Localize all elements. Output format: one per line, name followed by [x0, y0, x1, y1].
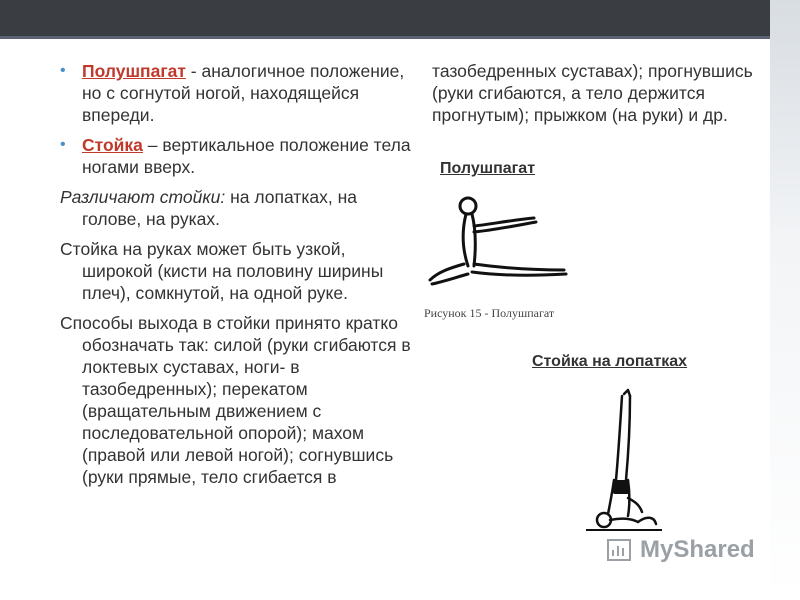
- left-text-column: [54, 60, 414, 496]
- paragraph-types: [54, 186, 414, 230]
- term-definition: – вертикальное положение тела ногами вверх.: [82, 135, 411, 177]
- slide-right-gradient: [770, 0, 800, 600]
- polushpagat-figure: [422, 190, 582, 292]
- figure-title-polushpagat: Полушпагат: [440, 160, 536, 177]
- figure-caption: Рисунок 15 - Полушпагат: [424, 306, 555, 320]
- term-stoika: Стойка: [82, 135, 143, 155]
- shoulder-stand-figure: [584, 388, 664, 538]
- figure-title-stoika: Стойка на лопатках: [532, 353, 688, 370]
- paragraph-handstand: Стойка на руках может быть узкой, широкой (кисти на половину ширины плеч), сомкнутой, на одной руке.: [60, 239, 384, 303]
- watermark-logo: [606, 536, 755, 564]
- slide-top-bar-line: [0, 36, 800, 39]
- slide-top-bar: [0, 0, 800, 38]
- paragraph-text: на лопатках, на голове, на руках.: [82, 187, 357, 229]
- list-item: [54, 60, 414, 126]
- paragraph-exit-methods: Способы выхода в стойки принято кратко обозначать так: силой (руки сгибаются в локтевых суставах, ноги- в тазобедренных); перекатом (вращательным движением с последовательной опорой); махом (правой или левой ногой); согнувшись (руки прямые, тело сгибается в: [60, 313, 411, 487]
- term-definition: - аналогичное положение, но с согнутой ногой, находящейся впереди.: [82, 61, 405, 125]
- right-text-column: [428, 60, 768, 126]
- list-item: [54, 134, 414, 178]
- paragraph-continued: тазобедренных суставах); прогнувшись (руки сгибаются, а тело держится прогнутым); прыжком (на руки) и др.: [432, 61, 753, 125]
- emphasis-text: Различают стойки:: [60, 187, 226, 207]
- watermark-text: MyShared: [640, 536, 755, 563]
- bullet-icon: •: [60, 62, 66, 79]
- chart-icon: [606, 536, 636, 564]
- term-polushpagat: Полушпагат: [82, 61, 186, 81]
- bullet-icon: •: [60, 136, 66, 153]
